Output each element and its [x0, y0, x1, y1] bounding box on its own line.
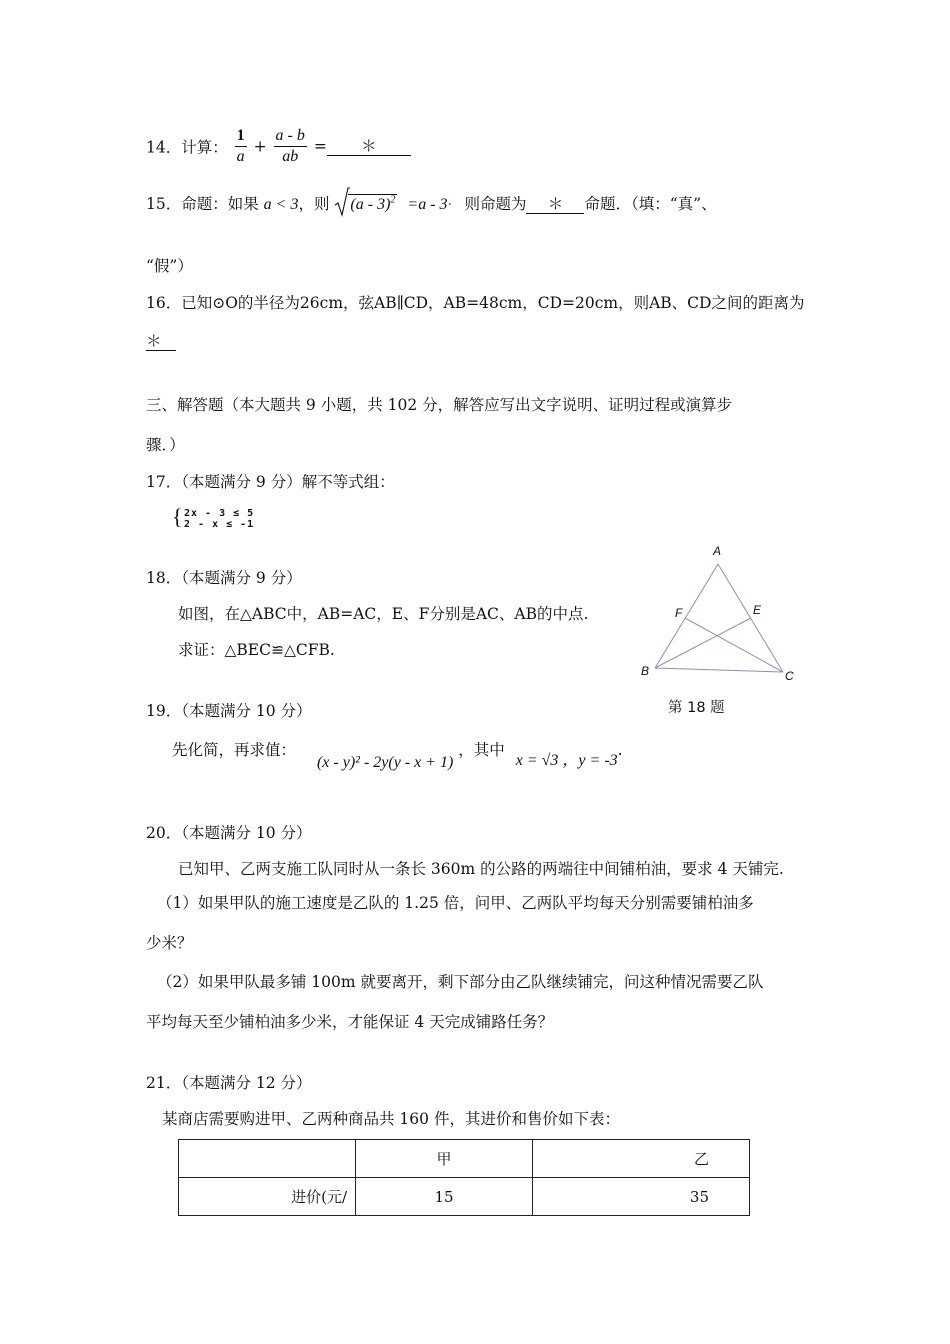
- table-header-cell: 甲: [356, 1140, 533, 1178]
- q15-tail: 则命题为: [464, 195, 527, 213]
- q15-line2: “假”）: [146, 257, 193, 275]
- q14-equals: =: [313, 137, 327, 156]
- table-row: [179, 1178, 750, 1216]
- q15-end: 命题．（填：“真”、: [584, 195, 717, 213]
- q16: 16．已知⊙O的半径为26cm，弦AB∥CD，AB=48cm，CD=20cm，则AB、CD之间的距离为: [146, 294, 805, 312]
- triangle-figure: [635, 540, 805, 690]
- table-cell: 35: [533, 1178, 750, 1216]
- q21-intro: 某商店需要购进甲、乙两种商品共 160 件，其进价和售价如下表：: [162, 1110, 620, 1128]
- q15-exponent: 2: [390, 194, 396, 206]
- q17-ineq-2: 2 - x ≤ -1: [184, 519, 255, 530]
- radical-sign-icon: [334, 187, 350, 217]
- q14-plus: +: [253, 137, 267, 156]
- q15-sqrt-expression: [334, 195, 451, 214]
- q19-prefix: 先化简，再求值：: [172, 741, 297, 759]
- table-header-cell: 乙: [533, 1140, 750, 1178]
- q15-condition: a < 3: [263, 196, 299, 213]
- q17-ineq-1: 2x - 3 ≤ 5: [184, 508, 255, 519]
- q19-expression: (x - y)² - 2y(y - x + 1): [316, 754, 454, 771]
- q17-header: 17．（本题满分 9 分）解不等式组：: [146, 473, 395, 491]
- q14-fraction-1: [235, 126, 247, 167]
- q16-answer-line: [146, 332, 176, 351]
- segment-be: [655, 618, 751, 668]
- q19-condition: x = √3 ，y = -3: [515, 752, 618, 769]
- table-cell: 15: [356, 1178, 533, 1216]
- q14-frac1-num: 1: [235, 126, 247, 147]
- q14-frac2-den: ab: [282, 148, 299, 165]
- section-3-heading-cont: 骤．）: [146, 436, 185, 454]
- side-bc: [655, 668, 783, 672]
- q21-header: 21．（本题满分 12 分）: [146, 1074, 312, 1092]
- q14-frac1-den: a: [236, 148, 245, 165]
- q20-part1-cont: 少米？: [146, 934, 193, 952]
- q19-header: 19．（本题满分 10 分）: [146, 702, 312, 720]
- q15-dot: ·: [447, 196, 452, 213]
- q15-then: ，则: [298, 195, 330, 213]
- q15-label: 15．命题：如果: [146, 195, 259, 213]
- q20-header: 20．（本题满分 10 分）: [146, 824, 312, 842]
- price-table: [178, 1139, 750, 1216]
- q19-body: [172, 737, 623, 771]
- q20-intro: 已知甲、乙两支施工队同时从一条长 360m 的公路的两端往中间铺柏油，要求 4 天铺完.: [178, 860, 784, 878]
- q15: [146, 192, 717, 214]
- q19-dot: .: [617, 741, 623, 759]
- q15-radicand: (a - 3): [350, 196, 391, 213]
- table-header-row: [179, 1140, 750, 1178]
- vertex-label-c: C: [785, 669, 794, 683]
- table-header-cell: [179, 1140, 356, 1178]
- q17-inequality-system: [172, 504, 255, 530]
- q14: [146, 126, 411, 167]
- point-label-e: E: [753, 603, 762, 617]
- left-brace-icon: {: [172, 504, 183, 529]
- vertex-label-a: A: [713, 544, 722, 558]
- table-cell: 进价(元/: [179, 1178, 356, 1216]
- side-ab: [655, 564, 718, 668]
- q14-answer-blank: ＊: [327, 138, 411, 156]
- vertex-label-b: B: [641, 664, 650, 678]
- figure-caption: 第 18 题: [668, 700, 725, 716]
- q14-fraction-2: [274, 126, 307, 167]
- q20-part1: （1）如果甲队的施工速度是乙队的 1.25 倍，问甲、乙两队平均每天分别需要铺柏油多: [157, 894, 754, 912]
- q16-answer-blank: ＊: [146, 333, 176, 351]
- q18-statement: 如图，在△ABC中，AB=AC，E、F分别是AC、AB的中点.: [178, 605, 589, 623]
- q20-part2-cont: 平均每天至少铺柏油多少米，才能保证 4 天完成铺路任务？: [146, 1013, 554, 1031]
- q14-frac2-num: a - b: [274, 126, 307, 147]
- q18-header: 18．（本题满分 9 分）: [146, 569, 302, 587]
- q14-label: 14．计算：: [146, 138, 228, 157]
- q19-mid: ，其中: [458, 741, 505, 759]
- section-3-heading: 三、解答题（本大题共 9 小题，共 102 分，解答应写出文字说明、证明过程或演算步: [146, 396, 733, 414]
- q20-part2: （2）如果甲队最多铺 100m 就要离开，剩下部分由乙队继续铺完，问这种情况需要乙队: [157, 973, 764, 991]
- q15-result: =a - 3: [407, 196, 448, 213]
- q18-prove: 求证：△BEC≌△CFB.: [178, 641, 335, 659]
- q15-answer-blank: ＊: [526, 196, 584, 214]
- point-label-f: F: [675, 606, 683, 620]
